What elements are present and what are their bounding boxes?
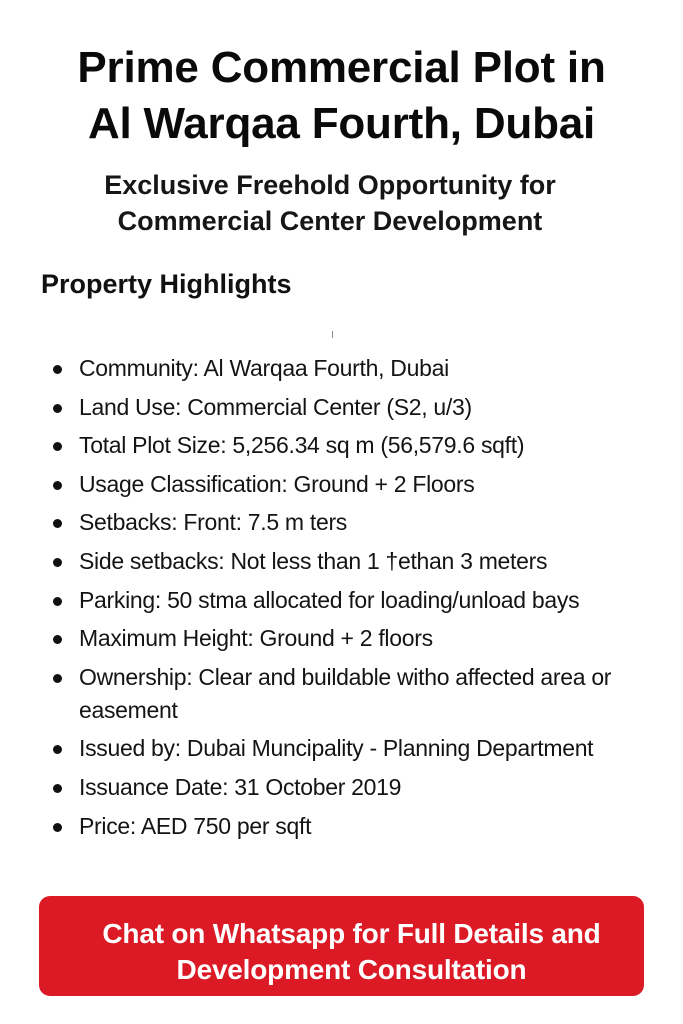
highlight-parking bbox=[0, 584, 683, 617]
highlight-text: Issuance Date: 31 October 2019 bbox=[79, 773, 402, 800]
highlight-side-setbacks bbox=[0, 545, 683, 578]
highlight-text: Land Use: Commercial Center (S2, u/3) bbox=[79, 393, 472, 420]
highlight-price bbox=[0, 810, 683, 843]
bullet-icon bbox=[53, 597, 62, 606]
highlight-text: Price: AED 750 per sqft bbox=[79, 812, 312, 839]
page-title-line-2: Al Warqaa Fourth, Dubai bbox=[87, 99, 596, 148]
highlight-text: Issued by: Dubai Muncipality - Planning Department bbox=[79, 735, 594, 762]
page-title-line-1: Prime Commercial Plot in bbox=[77, 43, 606, 92]
highlight-issuance-date bbox=[0, 771, 683, 804]
highlight-ownership bbox=[0, 661, 683, 727]
highlight-community bbox=[0, 352, 683, 385]
bullet-icon bbox=[53, 404, 62, 413]
highlight-maximum-height bbox=[0, 622, 683, 655]
highlight-plot-size bbox=[0, 429, 683, 462]
highlight-text: Usage Classification: Ground + 2 Floors bbox=[79, 470, 475, 497]
highlight-front-setbacks bbox=[0, 506, 683, 539]
bullet-icon bbox=[53, 519, 62, 528]
bullet-icon bbox=[53, 365, 62, 374]
property-highlights-list bbox=[0, 352, 683, 848]
highlight-text: Side setbacks: Not less than 1 †ethan 3 meters bbox=[79, 547, 548, 574]
highlight-text: Ownership: Clear and buildable witho affected area or easement bbox=[79, 663, 612, 723]
highlight-text: Maximum Height: Ground + 2 floors bbox=[79, 625, 433, 652]
bullet-icon bbox=[53, 745, 62, 754]
page-title bbox=[0, 40, 683, 152]
whatsapp-chat-button-label-line-1: Chat on Whatsapp for Full Details and bbox=[102, 918, 601, 949]
highlight-land-use bbox=[0, 391, 683, 424]
highlight-text: Total Plot Size: 5,256.34 sq m (56,579.6 sqft) bbox=[79, 432, 525, 459]
whatsapp-chat-button-label-line-2: Development Consultation bbox=[176, 954, 527, 985]
page-subtitle-line-1: Exclusive Freehold Opportunity for bbox=[104, 170, 556, 200]
stray-mark bbox=[332, 331, 333, 338]
property-highlights-heading: Property Highlights bbox=[41, 269, 292, 299]
bullet-icon bbox=[53, 442, 62, 451]
page-subtitle-line-2: Commercial Center Development bbox=[117, 206, 543, 236]
bullet-icon bbox=[53, 481, 62, 490]
highlight-text: Community: Al Warqaa Fourth, Dubai bbox=[79, 355, 449, 381]
bullet-icon bbox=[53, 635, 62, 644]
bullet-icon bbox=[53, 823, 62, 832]
highlight-issued-by bbox=[0, 732, 683, 765]
bullet-icon bbox=[53, 558, 62, 567]
bullet-icon bbox=[53, 674, 62, 683]
page-subtitle bbox=[50, 167, 610, 239]
highlight-text: Setbacks: Front: 7.5 m ters bbox=[79, 509, 348, 536]
highlight-usage-classification bbox=[0, 468, 683, 501]
highlight-text: Parking: 50 stma allocated for loading/unload bays bbox=[79, 586, 580, 613]
whatsapp-chat-button[interactable] bbox=[39, 896, 644, 996]
bullet-icon bbox=[53, 784, 62, 793]
